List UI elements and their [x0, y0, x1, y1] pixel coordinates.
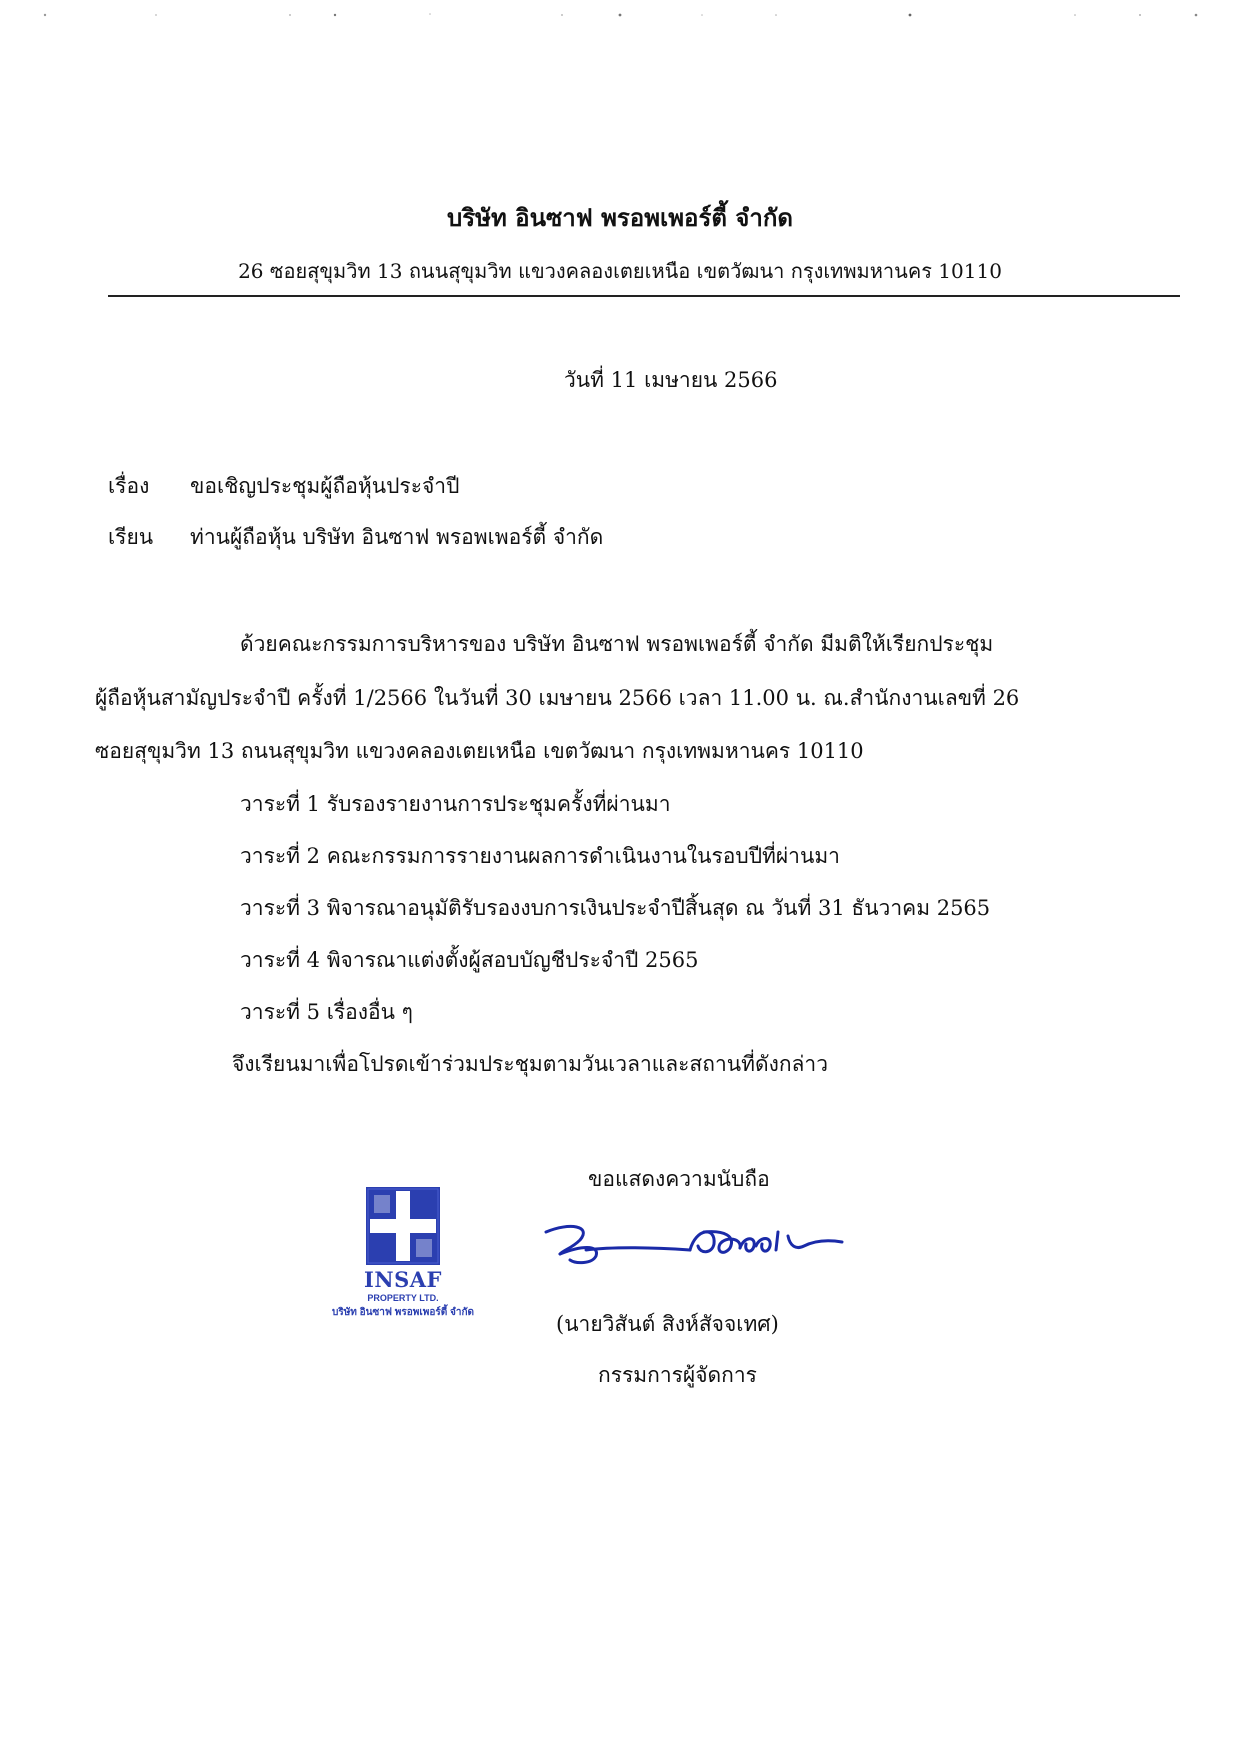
signer-title: กรรมการผู้จัดการ [598, 1363, 757, 1387]
header-divider [108, 295, 1180, 297]
closing-line: จึงเรียนมาเพื่อโปรดเข้าร่วมประชุมตามวันเวลาและสถานที่ดังกล่าว [232, 1052, 829, 1076]
agenda-item: วาระที่ 5 เรื่องอื่น ๆ [240, 1000, 413, 1024]
company-name: บริษัท อินซาฟ พรอพเพอร์ตี้ จำกัด [447, 203, 793, 232]
agenda-item: วาระที่ 2 คณะกรรมการรายงานผลการดำเนินงานในรอบปีที่ผ่านมา [240, 844, 840, 868]
stamp-subtitle: PROPERTY LTD. [367, 1293, 439, 1303]
recipient-text: ท่านผู้ถือหุ้น บริษัท อินซาฟ พรอพเพอร์ตี้ จำกัด [190, 525, 604, 549]
subject-row [108, 470, 459, 503]
agenda-item: วาระที่ 1 รับรองรายงานการประชุมครั้งที่ผ่านมา [240, 792, 671, 816]
agenda-item: วาระที่ 4 พิจารณาแต่งตั้งผู้สอบบัญชีประจำปี 2565 [240, 948, 699, 972]
company-address: 26 ซอยสุขุมวิท 13 ถนนสุขุมวิท แขวงคลองเตยเหนือ เขตวัฒนา กรุงเทพมหานคร 10110 [238, 259, 1002, 283]
agenda-item: วาระที่ 3 พิจารณาอนุมัติรับรองงบการเงินประจำปีสิ้นสุด ณ วันที่ 31 ธันวาคม 2565 [240, 896, 991, 920]
scan-noise [0, 8, 1240, 22]
handwritten-signature [540, 1210, 850, 1290]
body-line: ผู้ถือหุ้นสามัญประจำปี ครั้งที่ 1/2566 ในวันที่ 30 เมษายน 2566 เวลา 11.00 น. ณ.สำนักงานเลขที่ 26 [95, 686, 1020, 710]
body-line: ซอยสุขุมวิท 13 ถนนสุขุมวิท แขวงคลองเตยเหนือ เขตวัฒนา กรุงเทพมหานคร 10110 [95, 739, 864, 763]
stamp-thai-name: บริษัท อินซาฟ พรอพเพอร์ตี้ จำกัด [331, 1307, 475, 1318]
regards-text: ขอแสดงความนับถือ [588, 1167, 770, 1191]
subject-label: เรื่อง [108, 474, 150, 498]
company-stamp [290, 1187, 500, 1337]
subject-text: ขอเชิญประชุมผู้ถือหุ้นประจำปี [190, 474, 460, 498]
insaf-logo-icon [366, 1187, 440, 1265]
recipient-label: เรียน [108, 525, 154, 549]
signer-name: (นายวิสันต์ สิงห์สัจจเทศ) [556, 1312, 779, 1336]
stamp-brand: INSAF [364, 1267, 442, 1292]
recipient-row [108, 521, 603, 554]
body-line: ด้วยคณะกรรมการบริหารของ บริษัท อินซาฟ พรอพเพอร์ตี้ จำกัด มีมติให้เรียกประชุม [240, 632, 994, 656]
letter-date: วันที่ 11 เมษายน 2566 [564, 368, 778, 392]
